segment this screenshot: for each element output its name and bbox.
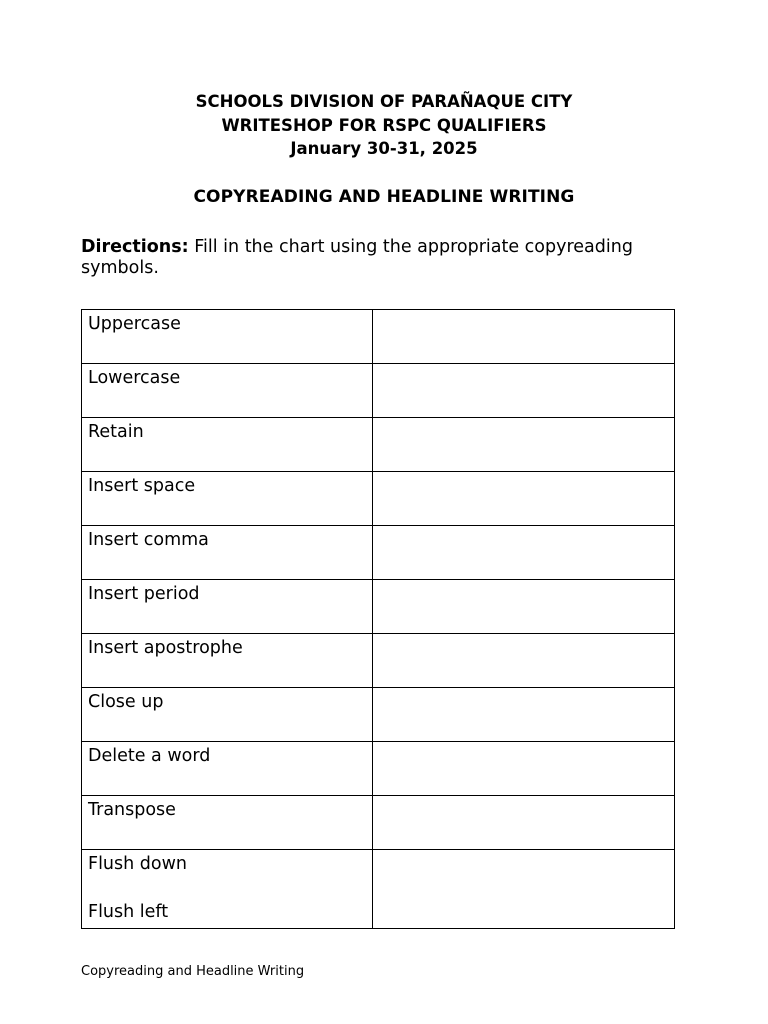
table-row [82,310,675,364]
term-cell: Retain [82,418,373,472]
symbol-cell[interactable] [373,580,675,634]
header-event: WRITESHOP FOR RSPC QUALIFIERS [221,116,547,135]
table-row [82,472,675,526]
directions [81,237,681,279]
directions-label: Directions: [81,237,189,257]
footer: Copyreading and Headline Writing [81,964,305,979]
table-row [82,850,675,929]
copyreading-chart [81,309,675,929]
table-row [82,742,675,796]
symbol-cell[interactable] [373,526,675,580]
symbol-cell[interactable] [373,364,675,418]
symbol-cell[interactable] [373,310,675,364]
page-title: COPYREADING AND HEADLINE WRITING [193,187,575,207]
term-cell: Insert apostrophe [82,634,373,688]
term-cell: Uppercase [82,310,373,364]
term-cell: Insert comma [82,526,373,580]
term-flush-left: Flush left [88,902,169,922]
term-cell: Insert space [82,472,373,526]
term-cell [82,850,373,929]
table-row [82,688,675,742]
symbol-cell[interactable] [373,472,675,526]
term-cell: Close up [82,688,373,742]
symbol-cell[interactable] [373,850,675,929]
symbol-cell[interactable] [373,688,675,742]
table-row [82,796,675,850]
symbol-cell[interactable] [373,742,675,796]
term-cell: Delete a word [82,742,373,796]
header-division: SCHOOLS DIVISION OF PARAÑAQUE CITY [195,92,573,111]
term-cell: Lowercase [82,364,373,418]
term-flush-down: Flush down [88,854,188,874]
symbol-cell[interactable] [373,418,675,472]
table-row [82,526,675,580]
term-cell: Insert period [82,580,373,634]
table-row [82,634,675,688]
table-row [82,364,675,418]
symbol-cell[interactable] [373,796,675,850]
term-cell: Transpose [82,796,373,850]
header-date: January 30-31, 2025 [290,139,478,158]
symbol-cell[interactable] [373,634,675,688]
table-row [82,580,675,634]
table-row [82,418,675,472]
directions-text: Fill in the chart using the appropriate copyreading symbols. [81,237,633,278]
